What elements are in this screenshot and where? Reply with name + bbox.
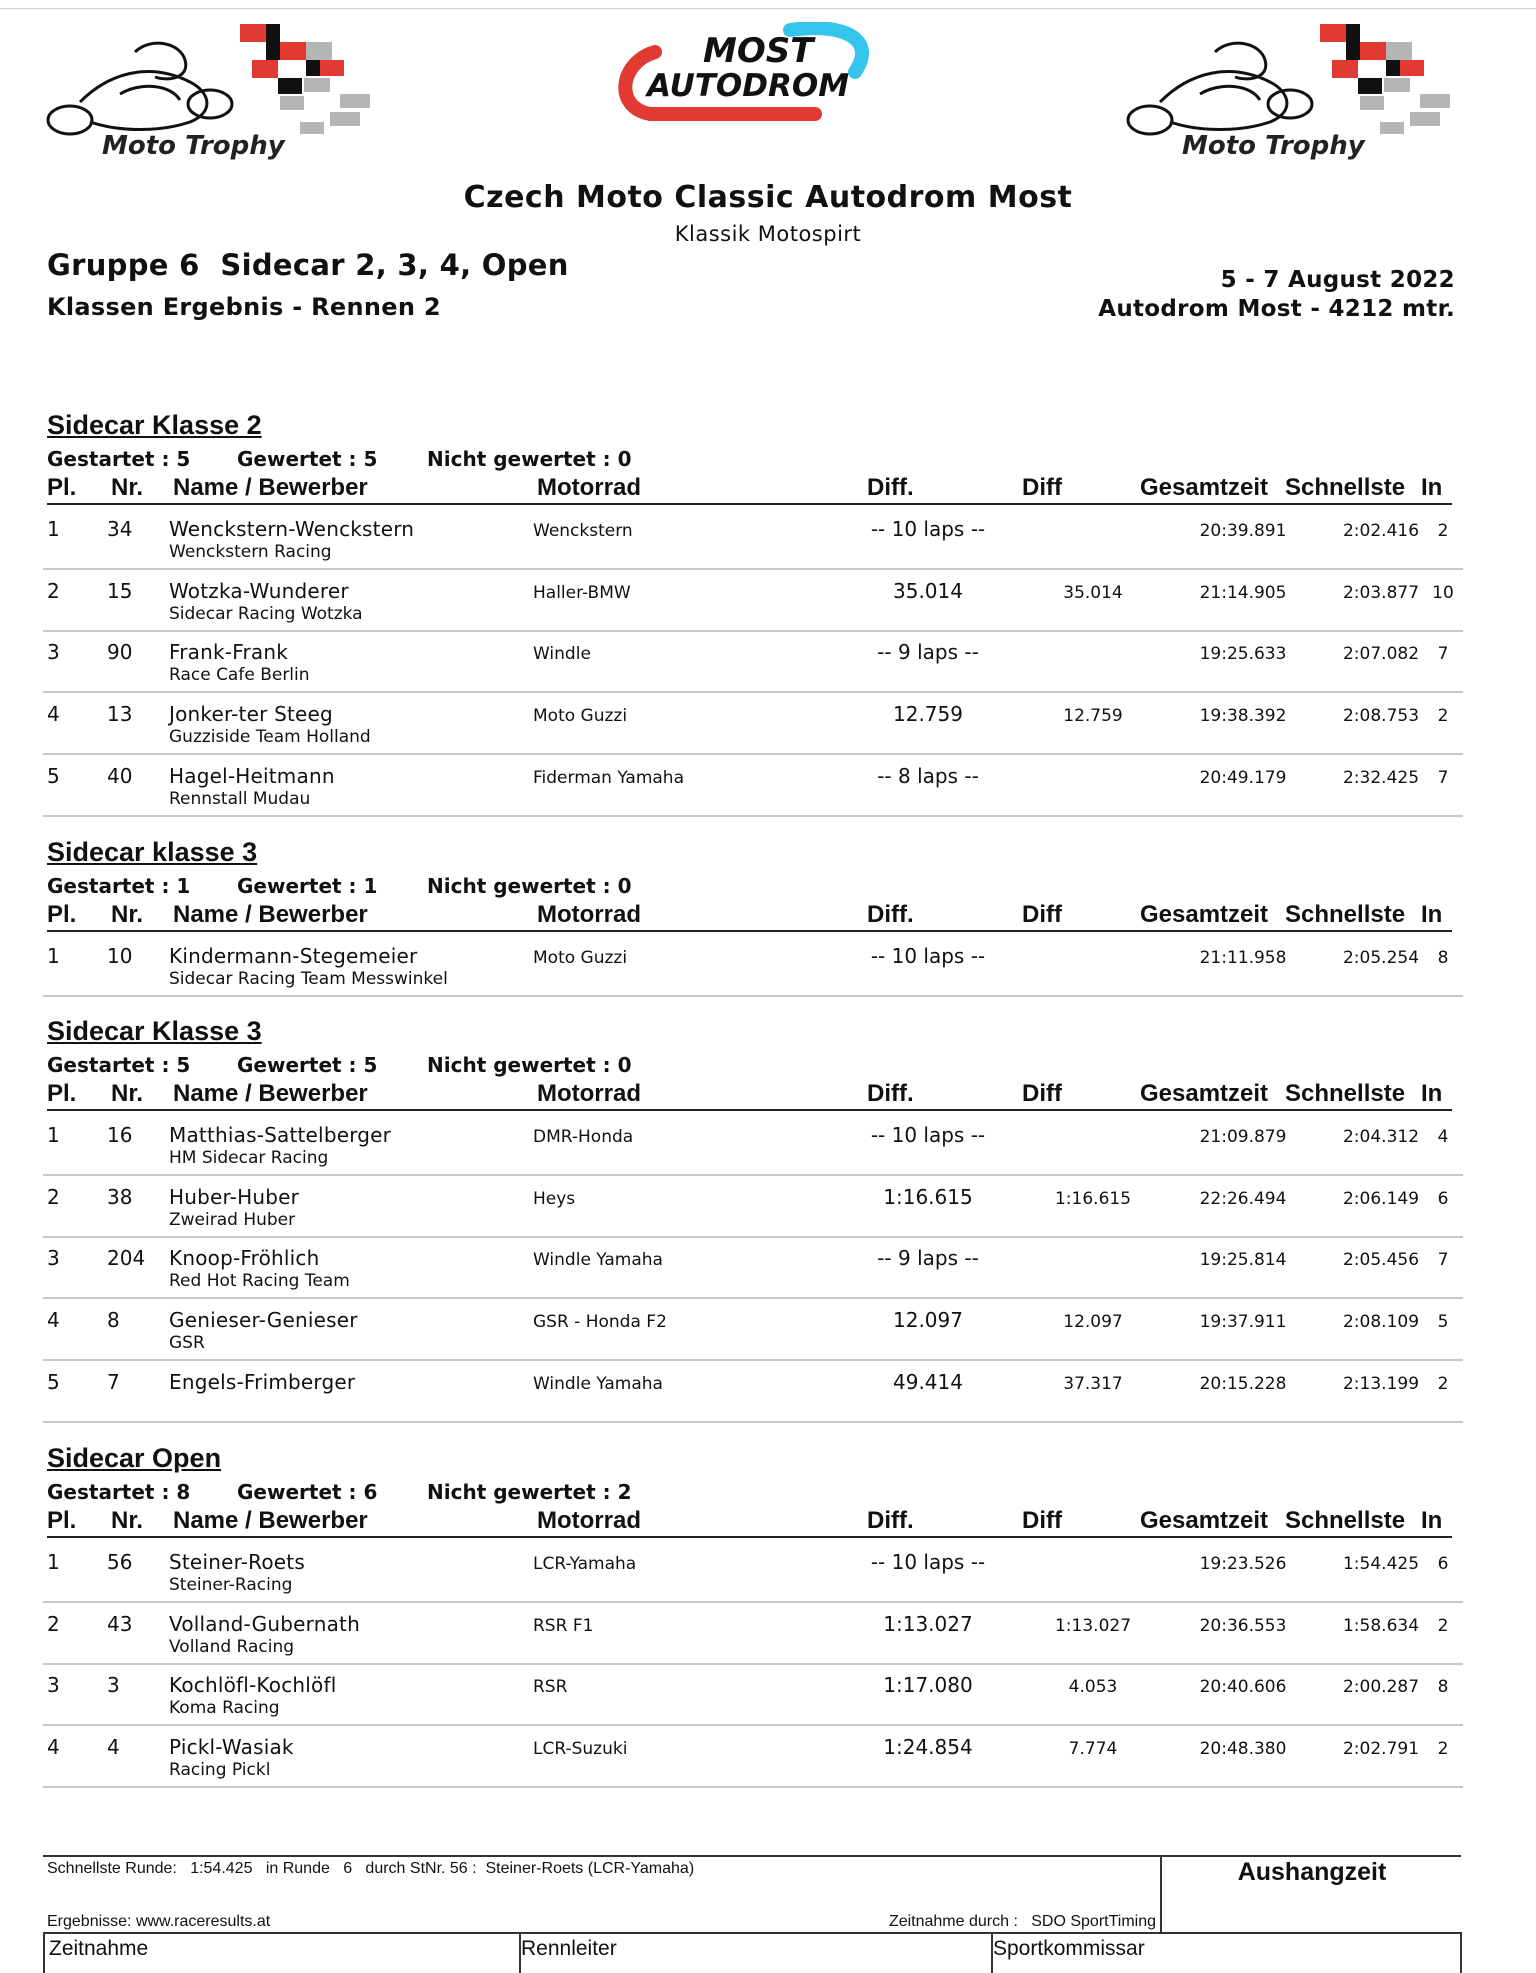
signature-box [43, 1932, 1462, 1973]
driver-name-cell: Huber-Huber [169, 1184, 300, 1209]
column-header-total: Gesamtzeit [1140, 1507, 1269, 1534]
table-row [43, 1236, 1463, 1299]
driver-name-cell: Volland-Gubernath [169, 1611, 360, 1636]
start-number-cell: 15 [107, 578, 133, 603]
total-time-cell: 22:26.494 [1199, 1188, 1287, 1209]
column-header-diff1: Diff. [867, 1507, 914, 1534]
best-lap-number-cell: 7 [1437, 767, 1449, 788]
gap-to-leader-cell: 12.759 [893, 702, 963, 727]
table-row [43, 1725, 1463, 1788]
team-name-cell: GSR [169, 1333, 205, 1354]
motorcycle-cell: RSR [533, 1677, 568, 1698]
motorcycle-cell: Moto Guzzi [533, 706, 628, 727]
gap-to-leader-cell: 1:16.615 [883, 1184, 973, 1209]
team-name-cell: Racing Pickl [169, 1760, 271, 1781]
started-count: Gestartet : 8 [47, 1480, 191, 1504]
column-header-diff2: Diff [1022, 1507, 1062, 1534]
classified-count: Gewertet : 6 [237, 1480, 378, 1504]
column-header-pl: Pl. [47, 1507, 77, 1534]
best-lap-cell: 2:08.109 [1342, 1312, 1420, 1333]
column-header-diff2: Diff [1022, 474, 1062, 501]
not-classified-count: Nicht gewertet : 0 [427, 874, 632, 898]
best-lap-cell: 2:13.199 [1342, 1373, 1420, 1394]
total-time-cell: 20:15.228 [1199, 1373, 1287, 1394]
gap-to-previous-cell: 35.014 [1063, 582, 1123, 603]
team-name-cell: Red Hot Racing Team [169, 1271, 350, 1292]
best-lap-cell: 2:08.753 [1342, 706, 1420, 727]
most-autodrom-logo-art [615, 22, 880, 127]
driver-name-cell: Wenckstern-Wenckstern [169, 517, 415, 541]
total-time-cell: 19:25.814 [1199, 1250, 1287, 1271]
team-name-cell: HM Sidecar Racing [169, 1148, 329, 1168]
column-header-best: Schnellste [1285, 1080, 1406, 1107]
gap-to-leader-cell: 1:24.854 [883, 1735, 973, 1760]
position-cell: 3 [47, 1673, 60, 1698]
motorcycle-cell: Heys [533, 1188, 576, 1209]
table-row [43, 1360, 1463, 1423]
position-cell: 1 [47, 1123, 60, 1147]
motorcycle-cell: Wenckstern [533, 521, 633, 541]
start-number-cell: 13 [107, 702, 133, 727]
column-header-in: In [1421, 901, 1443, 928]
best-lap-number-cell: 6 [1437, 1188, 1449, 1209]
total-time-cell: 21:14.905 [1199, 582, 1287, 603]
best-lap-cell: 2:02.416 [1342, 521, 1420, 541]
gap-to-previous-cell: 37.317 [1063, 1373, 1123, 1394]
team-name-cell: Volland Racing [169, 1636, 295, 1657]
team-name-cell: Race Cafe Berlin [169, 665, 310, 686]
motorcycle-cell: GSR - Honda F2 [533, 1312, 667, 1333]
rennleiter-signature-cell: Rennleiter [517, 1934, 993, 1973]
table-row [43, 934, 1463, 997]
column-header-diff1: Diff. [867, 474, 914, 501]
zeitnahme-signature-cell: Zeitnahme [45, 1934, 521, 1973]
column-header-pl: Pl. [47, 474, 77, 501]
column-header-in: In [1421, 1080, 1443, 1107]
column-header-row [47, 473, 1452, 505]
start-number-cell: 10 [107, 944, 133, 968]
best-lap-cell: 2:03.877 [1342, 582, 1420, 603]
motorcycle-cell: Moto Guzzi [533, 948, 628, 968]
column-header-name: Name / Bewerber [173, 1507, 368, 1534]
driver-name-cell: Engels-Frimberger [169, 1369, 356, 1394]
classified-count: Gewertet : 5 [237, 447, 378, 471]
gap-to-leader-cell: 1:17.080 [883, 1673, 973, 1698]
best-lap-number-cell: 2 [1437, 521, 1449, 541]
best-lap-number-cell: 5 [1437, 1312, 1449, 1333]
aushangzeit-label: Aushangzeit [1237, 1858, 1387, 1886]
best-lap-cell: 2:05.456 [1342, 1250, 1420, 1271]
position-cell: 3 [47, 640, 60, 665]
column-header-row [47, 1506, 1452, 1538]
start-number-cell: 204 [107, 1246, 146, 1271]
motorcycle-cell: Haller-BMW [533, 582, 631, 603]
motorcycle-cell: RSR F1 [533, 1615, 594, 1636]
table-row [43, 1540, 1463, 1603]
best-lap-cell: 2:04.312 [1342, 1127, 1420, 1147]
most-text: MOST [703, 31, 814, 71]
moto-trophy-left-text: Moto Trophy [102, 131, 285, 161]
best-lap-number-cell: 2 [1437, 1739, 1449, 1760]
classified-count: Gewertet : 1 [237, 874, 378, 898]
position-cell: 2 [47, 578, 60, 603]
total-time-cell: 19:25.633 [1199, 644, 1287, 665]
autodrom-text: AUTODROM [647, 68, 850, 104]
column-header-diff2: Diff [1022, 1080, 1062, 1107]
result-title: Klassen Ergebnis - Rennen 2 [47, 293, 441, 321]
column-header-diff1: Diff. [867, 901, 914, 928]
position-cell: 4 [47, 1308, 60, 1333]
start-number-cell: 34 [107, 517, 133, 541]
moto-trophy-logo-right [1120, 22, 1460, 162]
start-number-cell: 43 [107, 1611, 133, 1636]
moto-trophy-logo-left [40, 22, 380, 162]
start-number-cell: 8 [107, 1308, 120, 1333]
team-name-cell: Rennstall Mudau [169, 788, 311, 809]
gap-to-previous-cell: 7.774 [1068, 1739, 1118, 1760]
best-lap-number-cell: 6 [1437, 1554, 1449, 1574]
table-row [43, 1175, 1463, 1238]
position-cell: 3 [47, 1246, 60, 1271]
column-header-best: Schnellste [1285, 1507, 1406, 1534]
team-name-cell: Koma Racing [169, 1698, 280, 1719]
team-name-cell: Guzziside Team Holland [169, 727, 371, 748]
best-lap-cell: 1:58.634 [1342, 1615, 1420, 1636]
gap-to-leader-cell: 1:13.027 [883, 1611, 973, 1636]
driver-name-cell: Matthias-Sattelberger [169, 1123, 392, 1147]
table-row [43, 1298, 1463, 1361]
started-count: Gestartet : 5 [47, 1053, 191, 1077]
best-lap-number-cell: 8 [1437, 1677, 1449, 1698]
motorcycle-cell: Windle Yamaha [533, 1250, 663, 1271]
column-header-pl: Pl. [47, 1080, 77, 1107]
top-border [0, 8, 1536, 9]
total-time-cell: 20:49.179 [1199, 767, 1287, 788]
column-header-total: Gesamtzeit [1140, 901, 1269, 928]
driver-name-cell: Jonker-ter Steeg [169, 702, 333, 727]
table-row [43, 692, 1463, 755]
best-lap-number-cell: 2 [1437, 1373, 1449, 1394]
section-title: Sidecar Open [47, 1443, 222, 1473]
position-cell: 2 [47, 1611, 60, 1636]
gap-to-previous-cell: 1:16.615 [1054, 1188, 1132, 1209]
position-cell: 1 [47, 944, 60, 968]
best-lap-cell: 2:00.287 [1342, 1677, 1420, 1698]
results-section [47, 1016, 1462, 1422]
start-number-cell: 40 [107, 763, 133, 788]
column-header-best: Schnellste [1285, 474, 1406, 501]
gap-to-leader-cell: -- 10 laps -- [870, 1123, 986, 1147]
column-header-moto: Motorrad [537, 474, 641, 501]
start-number-cell: 4 [107, 1735, 120, 1760]
position-cell: 1 [47, 1550, 60, 1574]
column-header-diff2: Diff [1022, 901, 1062, 928]
driver-name-cell: Genieser-Genieser [169, 1308, 358, 1333]
gap-to-leader-cell: 49.414 [893, 1369, 963, 1394]
not-classified-count: Nicht gewertet : 2 [427, 1480, 632, 1504]
moto-trophy-right-text: Moto Trophy [1182, 131, 1365, 161]
position-cell: 5 [47, 1369, 60, 1394]
gap-to-leader-cell: -- 10 laps -- [870, 944, 986, 968]
section-title: Sidecar Klasse 3 [47, 1016, 262, 1046]
page-title: Czech Moto Classic Autodrom Most [463, 180, 1073, 215]
column-header-nr: Nr. [111, 901, 144, 928]
started-count: Gestartet : 1 [47, 874, 191, 898]
results-section [47, 1443, 1462, 1787]
best-lap-cell: 2:32.425 [1342, 767, 1420, 788]
gap-to-previous-cell: 12.759 [1063, 706, 1123, 727]
best-lap-number-cell: 2 [1437, 1615, 1449, 1636]
start-number-cell: 90 [107, 640, 133, 665]
results-section [47, 410, 1462, 816]
column-header-name: Name / Bewerber [173, 901, 368, 928]
total-time-cell: 19:37.911 [1199, 1312, 1287, 1333]
not-classified-count: Nicht gewertet : 0 [427, 447, 632, 471]
event-date: 5 - 7 August 2022 [1220, 267, 1455, 293]
results-section [47, 837, 1462, 996]
section-title: Sidecar Klasse 2 [47, 410, 262, 440]
moto-trophy-logo-right-art [1120, 22, 1460, 162]
gap-to-leader-cell: -- 8 laps -- [877, 763, 979, 788]
not-classified-count: Nicht gewertet : 0 [427, 1053, 632, 1077]
driver-name-cell: Frank-Frank [169, 640, 288, 665]
total-time-cell: 20:36.553 [1199, 1615, 1287, 1636]
motorcycle-cell: DMR-Honda [533, 1127, 634, 1147]
start-number-cell: 3 [107, 1673, 120, 1698]
event-track: Autodrom Most - 4212 mtr. [1098, 296, 1455, 322]
footer-divider [43, 1855, 1461, 1857]
driver-name-cell: Steiner-Roets [169, 1550, 305, 1574]
motorcycle-cell: LCR-Yamaha [533, 1554, 637, 1574]
column-header-pl: Pl. [47, 901, 77, 928]
section-title: Sidecar klasse 3 [47, 837, 258, 867]
position-cell: 4 [47, 1735, 60, 1760]
column-header-nr: Nr. [111, 1507, 144, 1534]
total-time-cell: 20:48.380 [1199, 1739, 1287, 1760]
results-website: Ergebnisse: www.raceresults.at [47, 1913, 271, 1930]
driver-name-cell: Kochlöfl-Kochlöfl [169, 1673, 337, 1698]
total-time-cell: 21:09.879 [1199, 1127, 1287, 1147]
column-header-total: Gesamtzeit [1140, 474, 1269, 501]
team-name-cell: Wenckstern Racing [169, 542, 332, 562]
team-name-cell: Zweirad Huber [169, 1209, 296, 1230]
moto-trophy-logo-left-art [40, 22, 380, 162]
column-header-in: In [1421, 474, 1443, 501]
table-row [43, 1113, 1463, 1176]
column-header-nr: Nr. [111, 1080, 144, 1107]
column-header-moto: Motorrad [537, 901, 641, 928]
best-lap-number-cell: 7 [1437, 1250, 1449, 1271]
best-lap-cell: 1:54.425 [1342, 1554, 1420, 1574]
driver-name-cell: Kindermann-Stegemeier [169, 944, 418, 968]
table-row [43, 754, 1463, 817]
group-title: Gruppe 6 Sidecar 2, 3, 4, Open [47, 248, 569, 282]
gap-to-previous-cell: 12.097 [1063, 1312, 1123, 1333]
column-header-total: Gesamtzeit [1140, 1080, 1269, 1107]
classified-count: Gewertet : 5 [237, 1053, 378, 1077]
best-lap-cell: 2:05.254 [1342, 948, 1420, 968]
team-name-cell: Sidecar Racing Team Messwinkel [169, 969, 448, 989]
position-cell: 5 [47, 763, 60, 788]
total-time-cell: 20:39.891 [1199, 521, 1287, 541]
column-header-name: Name / Bewerber [173, 474, 368, 501]
column-header-row [47, 900, 1452, 932]
started-count: Gestartet : 5 [47, 447, 191, 471]
best-lap-cell: 2:02.791 [1342, 1739, 1420, 1760]
team-name-cell: Sidecar Racing Wotzka [169, 603, 363, 624]
start-number-cell: 16 [107, 1123, 133, 1147]
motorcycle-cell: Windle Yamaha [533, 1373, 663, 1394]
driver-name-cell: Hagel-Heitmann [169, 763, 335, 788]
position-cell: 1 [47, 517, 60, 541]
driver-name-cell: Knoop-Fröhlich [169, 1246, 320, 1271]
motorcycle-cell: Fiderman Yamaha [533, 767, 684, 788]
gap-to-leader-cell: -- 10 laps -- [870, 1550, 986, 1574]
sportkommissar-signature-cell: Sportkommissar [993, 1937, 1145, 1960]
table-row [43, 1663, 1463, 1726]
column-header-in: In [1421, 1507, 1443, 1534]
page-subtitle: Klassik Motospirt [674, 222, 862, 246]
team-name-cell: Steiner-Racing [169, 1575, 293, 1595]
best-lap-number-cell: 10 [1432, 582, 1454, 603]
column-header-moto: Motorrad [537, 1507, 641, 1534]
gap-to-leader-cell: -- 9 laps -- [877, 640, 979, 665]
table-row [43, 507, 1463, 570]
fastest-lap-note: Schnellste Runde: 1:54.425 in Runde 6 durch StNr. 56 : Steiner-Roets (LCR-Yamaha) [47, 1860, 695, 1877]
timing-provider: Zeitnahme durch : SDO SportTiming [888, 1913, 1156, 1930]
total-time-cell: 21:11.958 [1199, 948, 1287, 968]
gap-to-previous-cell: 1:13.027 [1054, 1615, 1132, 1636]
gap-to-leader-cell: 35.014 [893, 578, 963, 603]
motorcycle-cell: Windle [533, 644, 591, 665]
start-number-cell: 7 [107, 1369, 120, 1394]
best-lap-number-cell: 8 [1437, 948, 1449, 968]
start-number-cell: 56 [107, 1550, 133, 1574]
best-lap-number-cell: 7 [1437, 644, 1449, 665]
total-time-cell: 20:40.606 [1199, 1677, 1287, 1698]
most-autodrom-logo [615, 22, 880, 127]
best-lap-cell: 2:06.149 [1342, 1188, 1420, 1209]
driver-name-cell: Pickl-Wasiak [169, 1735, 294, 1760]
start-number-cell: 38 [107, 1184, 133, 1209]
gap-to-previous-cell: 4.053 [1068, 1677, 1118, 1698]
column-header-name: Name / Bewerber [173, 1080, 368, 1107]
position-cell: 4 [47, 702, 60, 727]
best-lap-number-cell: 4 [1437, 1127, 1449, 1147]
total-time-cell: 19:23.526 [1199, 1554, 1287, 1574]
best-lap-cell: 2:07.082 [1342, 644, 1420, 665]
gap-to-leader-cell: -- 10 laps -- [870, 517, 986, 541]
table-row [43, 630, 1463, 693]
gap-to-leader-cell: 12.097 [893, 1308, 963, 1333]
column-header-row [47, 1079, 1452, 1111]
column-header-best: Schnellste [1285, 901, 1406, 928]
driver-name-cell: Wotzka-Wunderer [169, 578, 349, 603]
best-lap-number-cell: 2 [1437, 706, 1449, 727]
gap-to-leader-cell: -- 9 laps -- [877, 1246, 979, 1271]
position-cell: 2 [47, 1184, 60, 1209]
column-header-diff1: Diff. [867, 1080, 914, 1107]
motorcycle-cell: LCR-Suzuki [533, 1739, 628, 1760]
column-header-nr: Nr. [111, 474, 144, 501]
table-row [43, 1602, 1463, 1665]
total-time-cell: 19:38.392 [1199, 706, 1287, 727]
column-header-moto: Motorrad [537, 1080, 641, 1107]
table-row [43, 569, 1463, 632]
